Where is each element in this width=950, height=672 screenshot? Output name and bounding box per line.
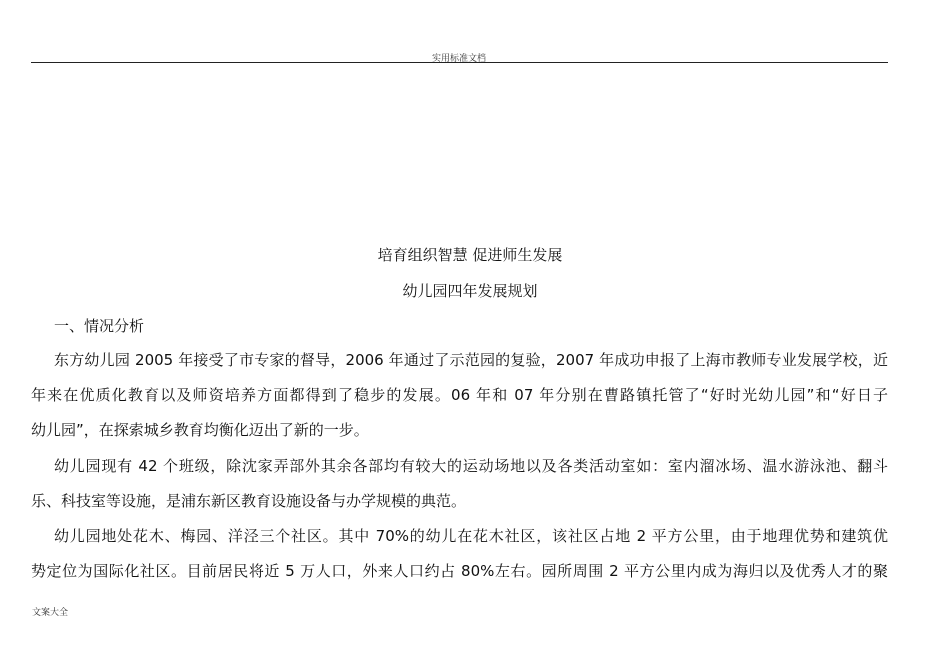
page-footer: 文案大全 — [32, 608, 69, 618]
paragraph-2-line-1: 幼儿园现有 42 个班级，除沈家弄部外其余各部均有较大的运动场地以及各类活动室如：室内溜冰场、温水游泳池、翻斗 — [54, 457, 888, 475]
header-divider — [31, 62, 888, 63]
paragraph-3-line-1: 幼儿园地处花木、梅园、洋泾三个社区。其中 70%的幼儿在花木社区，该社区占地 2 平方公里，由于地理优势和建筑优 — [54, 527, 888, 545]
document-subtitle: 幼儿园四年发展规划 — [402, 282, 538, 300]
paragraph-3-line-2: 势定位为国际化社区。目前居民将近 5 万人口，外来人口约占 80%左右。园所周围 2 平方公里内成为海归以及优秀人才的聚 — [31, 562, 888, 580]
document-title: 培育组织智慧 促进师生发展 — [377, 246, 563, 264]
paragraph-1-line-1: 东方幼儿园 2005 年接受了市专家的督导，2006 年通过了示范园的复验，2007 年成功申报了上海市教师专业发展学校，近 — [54, 351, 888, 369]
section-heading: 一、情况分析 — [54, 317, 145, 335]
page-header: 实用标准文档 — [431, 54, 486, 64]
paragraph-1-line-2: 年来在优质化教育以及师资培养方面都得到了稳步的发展。06 年和 07 年分别在曹路镇托管了“好时光幼儿园”和“好日子 — [31, 386, 888, 404]
paragraph-2-line-2: 乐、科技室等设施，是浦东新区教育设施设备与办学规模的典范。 — [31, 492, 467, 510]
paragraph-1-line-3: 幼儿园”，在探索城乡教育均衡化迈出了新的一步。 — [31, 421, 369, 439]
